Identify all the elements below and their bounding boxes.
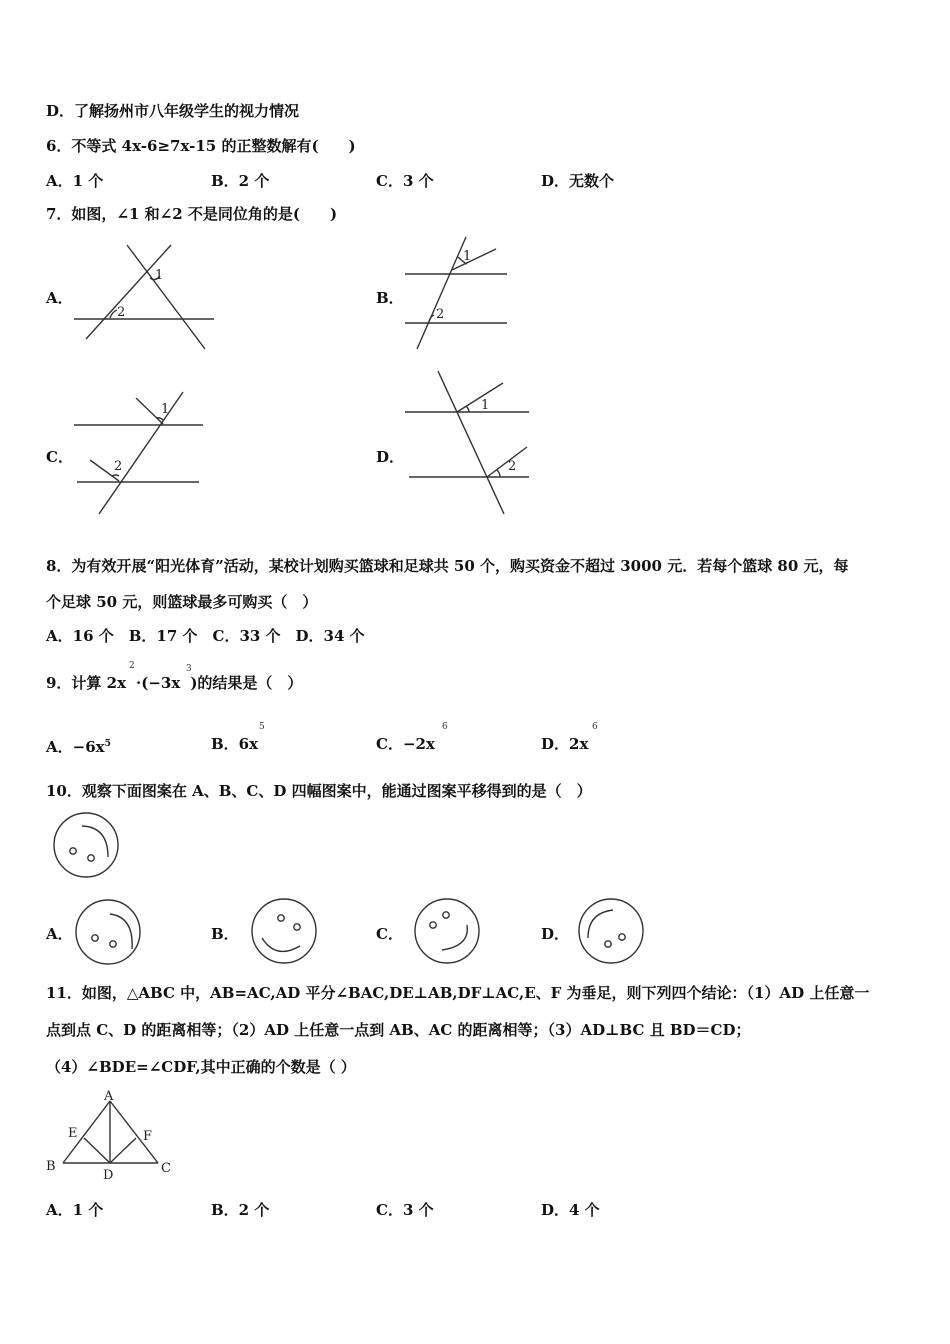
figure-b-label-1: 1	[463, 249, 472, 264]
q9-exponent-2: 2	[129, 661, 135, 671]
q6-stem: 6．不等式 4x-6≥7x-15 的正整数解有( )	[46, 137, 356, 155]
q6-option-b: B．2 个	[211, 172, 270, 190]
point-a-label: A	[104, 1089, 114, 1104]
figure-c-label-2: 2	[114, 459, 123, 474]
q10-stem: 10．观察下面图案在 A、B、C、D 四幅图案中，能通过图案平移得到的是（ ）	[46, 782, 592, 800]
q8-stem-line1: 8．为有效开展“阳光体育”活动，某校计划购买篮球和足球共 50 个，购买资金不超过 3000 元．若每个篮球 80 元，每	[46, 557, 849, 575]
point-b-label: B	[46, 1159, 56, 1174]
q11-option-a: A．1 个	[46, 1201, 104, 1219]
figure-a-label-1: 1	[155, 268, 164, 283]
q6-option-a: A．1 个	[46, 172, 104, 190]
q10-label-d: D．	[541, 925, 570, 943]
q9-option-c: C．−2x	[376, 735, 435, 753]
q9-option-d: D．2x	[541, 735, 589, 753]
q9-option-b-exponent: 5	[259, 722, 265, 732]
q10-label-b: B．	[211, 925, 239, 943]
q10-label-a: A．	[46, 925, 73, 943]
q11-stem-line2: 点到点 C、D 的距离相等；（2）AD 上任意一点到 AB、AC 的距离相等；（3）AD⊥BC 且 BD＝CD；	[46, 1021, 751, 1039]
segment-df	[110, 1138, 136, 1163]
figure-d-label-1: 1	[481, 398, 490, 413]
q9-option-c-exponent: 6	[442, 722, 448, 732]
q9-option-a: A．$-6x^5$	[46, 738, 111, 756]
q10-label-c: C．	[376, 925, 403, 943]
figure-c-label-1: 1	[161, 402, 170, 417]
q9-stem-part-c: )的结果是（ ）	[190, 674, 303, 692]
segment-de	[84, 1138, 110, 1163]
q9-option-d-exponent: 6	[592, 722, 598, 732]
q9-option-b: B．6x	[211, 735, 259, 753]
point-e-label: E	[68, 1126, 78, 1141]
figure-d-label-2: 2	[508, 459, 517, 474]
q9-option-a-exponent: 5	[104, 739, 111, 749]
point-c-label: C	[161, 1161, 171, 1176]
q11-option-d: D．4 个	[541, 1201, 600, 1219]
q11-option-c: C．3 个	[376, 1201, 434, 1219]
figure-a-label-2: 2	[117, 305, 126, 320]
q6-option-c: C．3 个	[376, 172, 434, 190]
q9-stem-part-b: ·(−3x	[136, 674, 181, 692]
q11-stem-line1: 11．如图，△ABC 中，AB=AC,AD 平分∠BAC,DE⊥AB,DF⊥AC,E、F 为垂足，则下列四个结论：（1）AD 上任意一	[46, 984, 870, 1002]
q11-option-b: B．2 个	[211, 1201, 270, 1219]
q6-option-d: D．无数个	[541, 172, 615, 190]
q7-label-b: B．	[376, 289, 404, 307]
q8-options: A．16 个 B．17 个 C．33 个 D．34 个	[46, 627, 365, 645]
q9-exponent-3: 3	[186, 664, 192, 674]
q7-label-d: D．	[376, 448, 405, 466]
point-f-label: F	[143, 1129, 153, 1144]
q8-stem-line2: 个足球 50 元，则篮球最多可购买（ ）	[46, 593, 318, 611]
q7-stem: 7．如图，∠1 和∠2 不是同位角的是( )	[46, 205, 338, 223]
point-d-label: D	[103, 1168, 114, 1183]
q7-label-a: A．	[46, 289, 73, 307]
q5-option-d: D．了解扬州市八年级学生的视力情况	[46, 102, 300, 120]
q11-stem-line3: （4）∠BDE=∠CDF,其中正确的个数是（ ）	[46, 1058, 356, 1076]
q7-label-c: C．	[46, 448, 73, 466]
q9-stem-part-a: 9．计算 2x	[46, 674, 127, 692]
figure-b-label-2: 2	[436, 307, 445, 322]
